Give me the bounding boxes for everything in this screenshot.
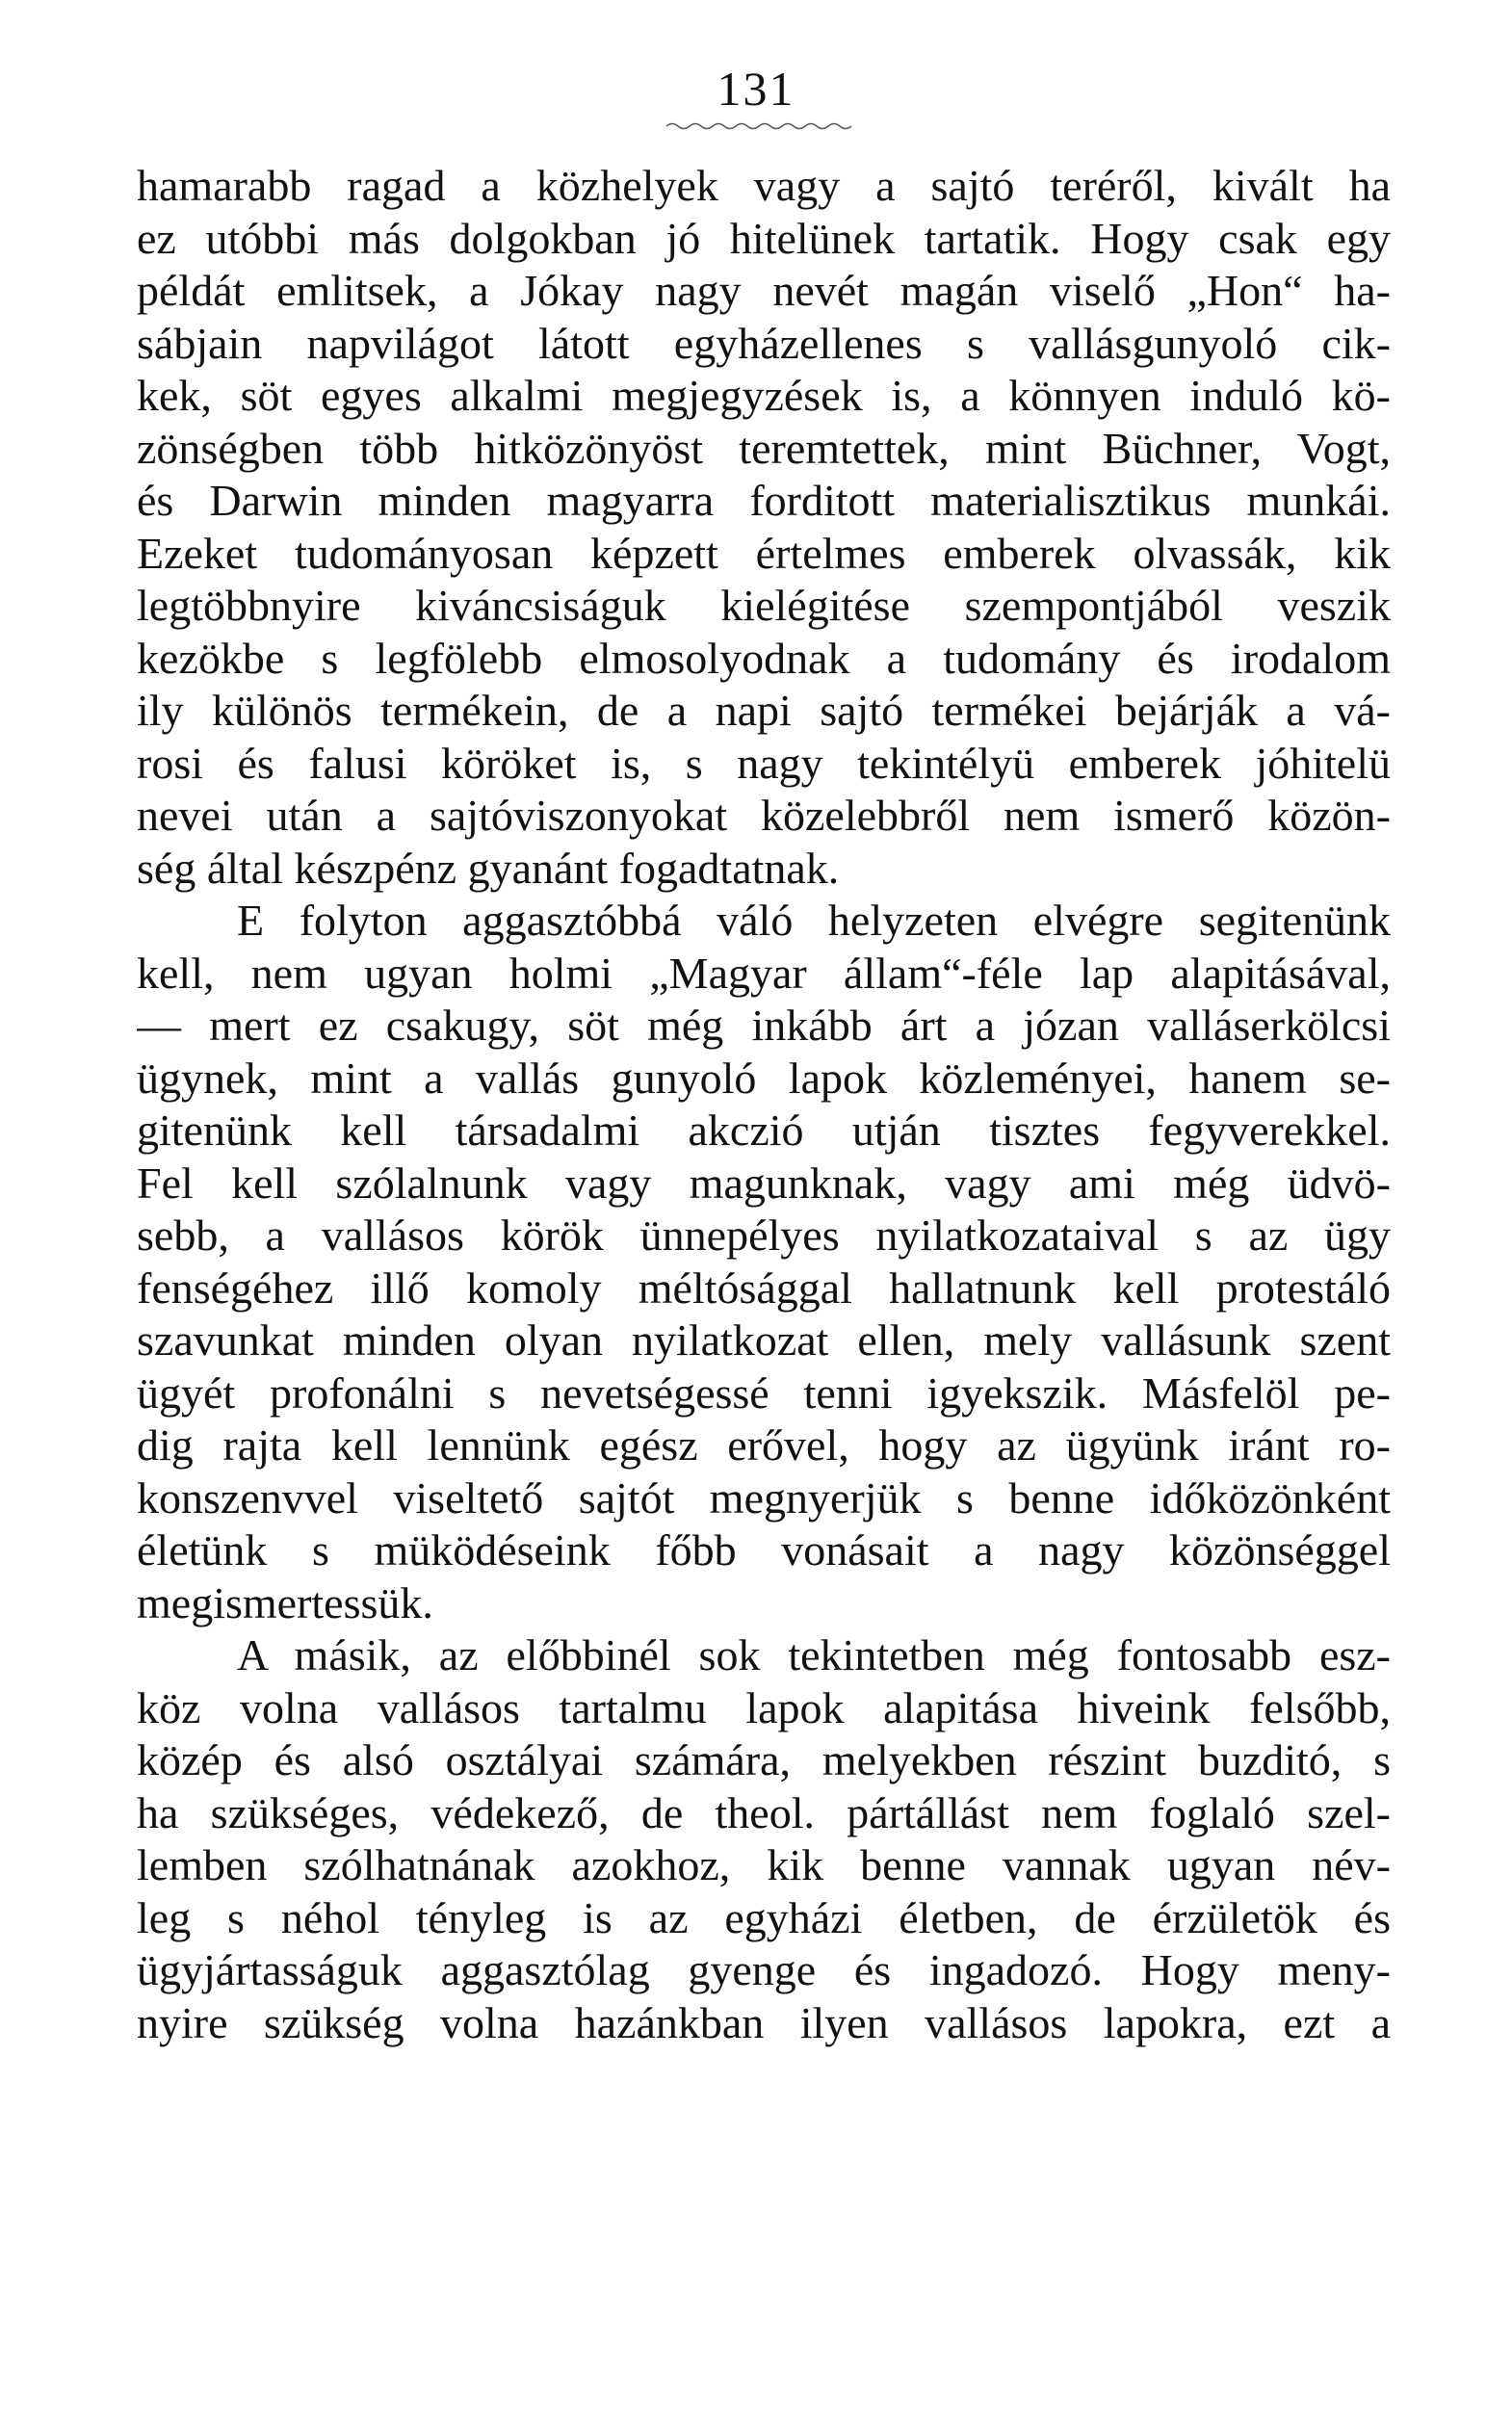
text-line: példát emlitsek, a Jókay nagy nevét magán viselő „Hon“ ha- xyxy=(137,266,1391,315)
text-line: dig rajta kell lennünk egész erővel, hogy az ügyünk iránt ro- xyxy=(137,1420,1391,1470)
text-line: kek, söt egyes alkalmi megjegyzések is, a könnyen induló kö- xyxy=(137,371,1391,420)
text-line: életünk s müködéseink főbb vonásait a nagy közönséggel xyxy=(137,1525,1391,1575)
text-line: ügyjártasságuk aggasztólag gyenge és ingadozó. Hogy meny- xyxy=(137,1945,1391,1994)
text-line: kell, nem ugyan holmi „Magyar állam“-féle lap alapitásával, xyxy=(137,948,1391,998)
text-line: kezökbe s legfölebb elmosolyodnak a tudomány és irodalom xyxy=(137,633,1391,683)
text-line: nevei után a sajtóviszonyokat közelebbről nem ismerő közön- xyxy=(137,791,1391,840)
text-line: gitenünk kell társadalmi akczió utján tisztes fegyverekkel. xyxy=(137,1106,1391,1155)
text-line: fenségéhez illő komoly méltósággal hallatnunk kell protestáló xyxy=(137,1263,1391,1313)
text-line: nyire szükség volna hazánkban ilyen vallásos lapokra, ezt a xyxy=(137,1997,1391,2047)
text-line: ily különös termékein, de a napi sajtó termékei bejárják a vá- xyxy=(137,686,1391,735)
text-line: szavunkat minden olyan nyilatkozat ellen, mely vallásunk szent xyxy=(137,1315,1391,1365)
text-line: zönségben több hitközönyöst teremtettek, mint Büchner, Vogt, xyxy=(137,423,1391,473)
page-number: 131 xyxy=(717,62,795,116)
text-line: ha szükséges, védekező, de theol. pártállást nem foglaló szel- xyxy=(137,1787,1391,1837)
text-line: Fel kell szólalnunk vagy magunknak, vagy ami még üdvö- xyxy=(137,1158,1391,1208)
body-text xyxy=(137,160,1391,2049)
text-line: köz volna vallásos tartalmu lapok alapitása hiveink felsőbb, xyxy=(137,1682,1391,1732)
text-line: sábjain napvilágot látott egyházellenes s vallásgunyoló cik- xyxy=(137,318,1391,368)
decorative-rule xyxy=(665,119,857,133)
text-line: hamarabb ragad a közhelyek vagy a sajtó teréről, kivált ha xyxy=(137,161,1391,210)
text-line: ügynek, mint a vallás gunyoló lapok közleményei, hanem se- xyxy=(137,1053,1391,1103)
text-line: rosi és falusi köröket is, s nagy tekintélyü emberek jóhitelü xyxy=(137,738,1391,788)
text-line: és Darwin minden magyarra forditott materialisztikus munkái. xyxy=(137,476,1391,525)
text-line: E folyton aggasztóbbá váló helyzeten elvégre segitenünk xyxy=(237,896,1391,945)
text-line: A másik, az előbbinél sok tekintetben még fontosabb esz- xyxy=(237,1630,1391,1679)
text-line: sebb, a vallásos körök ünnepélyes nyilatkozataival s az ügy xyxy=(137,1210,1391,1260)
text-line: leg s néhol tényleg is az egyházi életben, de érzületök és xyxy=(137,1892,1391,1942)
text-line: közép és alsó osztályai számára, melyekben részint buzditó, s xyxy=(137,1735,1391,1784)
text-line: legtöbbnyire kiváncsiságuk kielégitése szempontjából veszik xyxy=(137,581,1391,630)
text-line: konszenvvel viseltető sajtót megnyerjük s benne időközönként xyxy=(137,1472,1391,1523)
text-line: ügyét profonálni s nevetségessé tenni igyekszik. Másfelöl pe- xyxy=(137,1367,1391,1418)
text-line: lemben szólhatnának azokhoz, kik benne vannak ugyan név- xyxy=(137,1840,1391,1889)
text-line: ség által készpénz gyanánt fogadtatnak. xyxy=(137,843,840,893)
text-line: Ezeket tudományosan képzett értelmes emberek olvassák, kik xyxy=(137,528,1391,578)
text-line: — mert ez csakugy, söt még inkább árt a józan valláserkölcsi xyxy=(137,1001,1391,1050)
text-line: megismertessük. xyxy=(137,1577,433,1627)
text-line: ez utóbbi más dolgokban jó hitelünek tartatik. Hogy csak egy xyxy=(137,213,1391,263)
